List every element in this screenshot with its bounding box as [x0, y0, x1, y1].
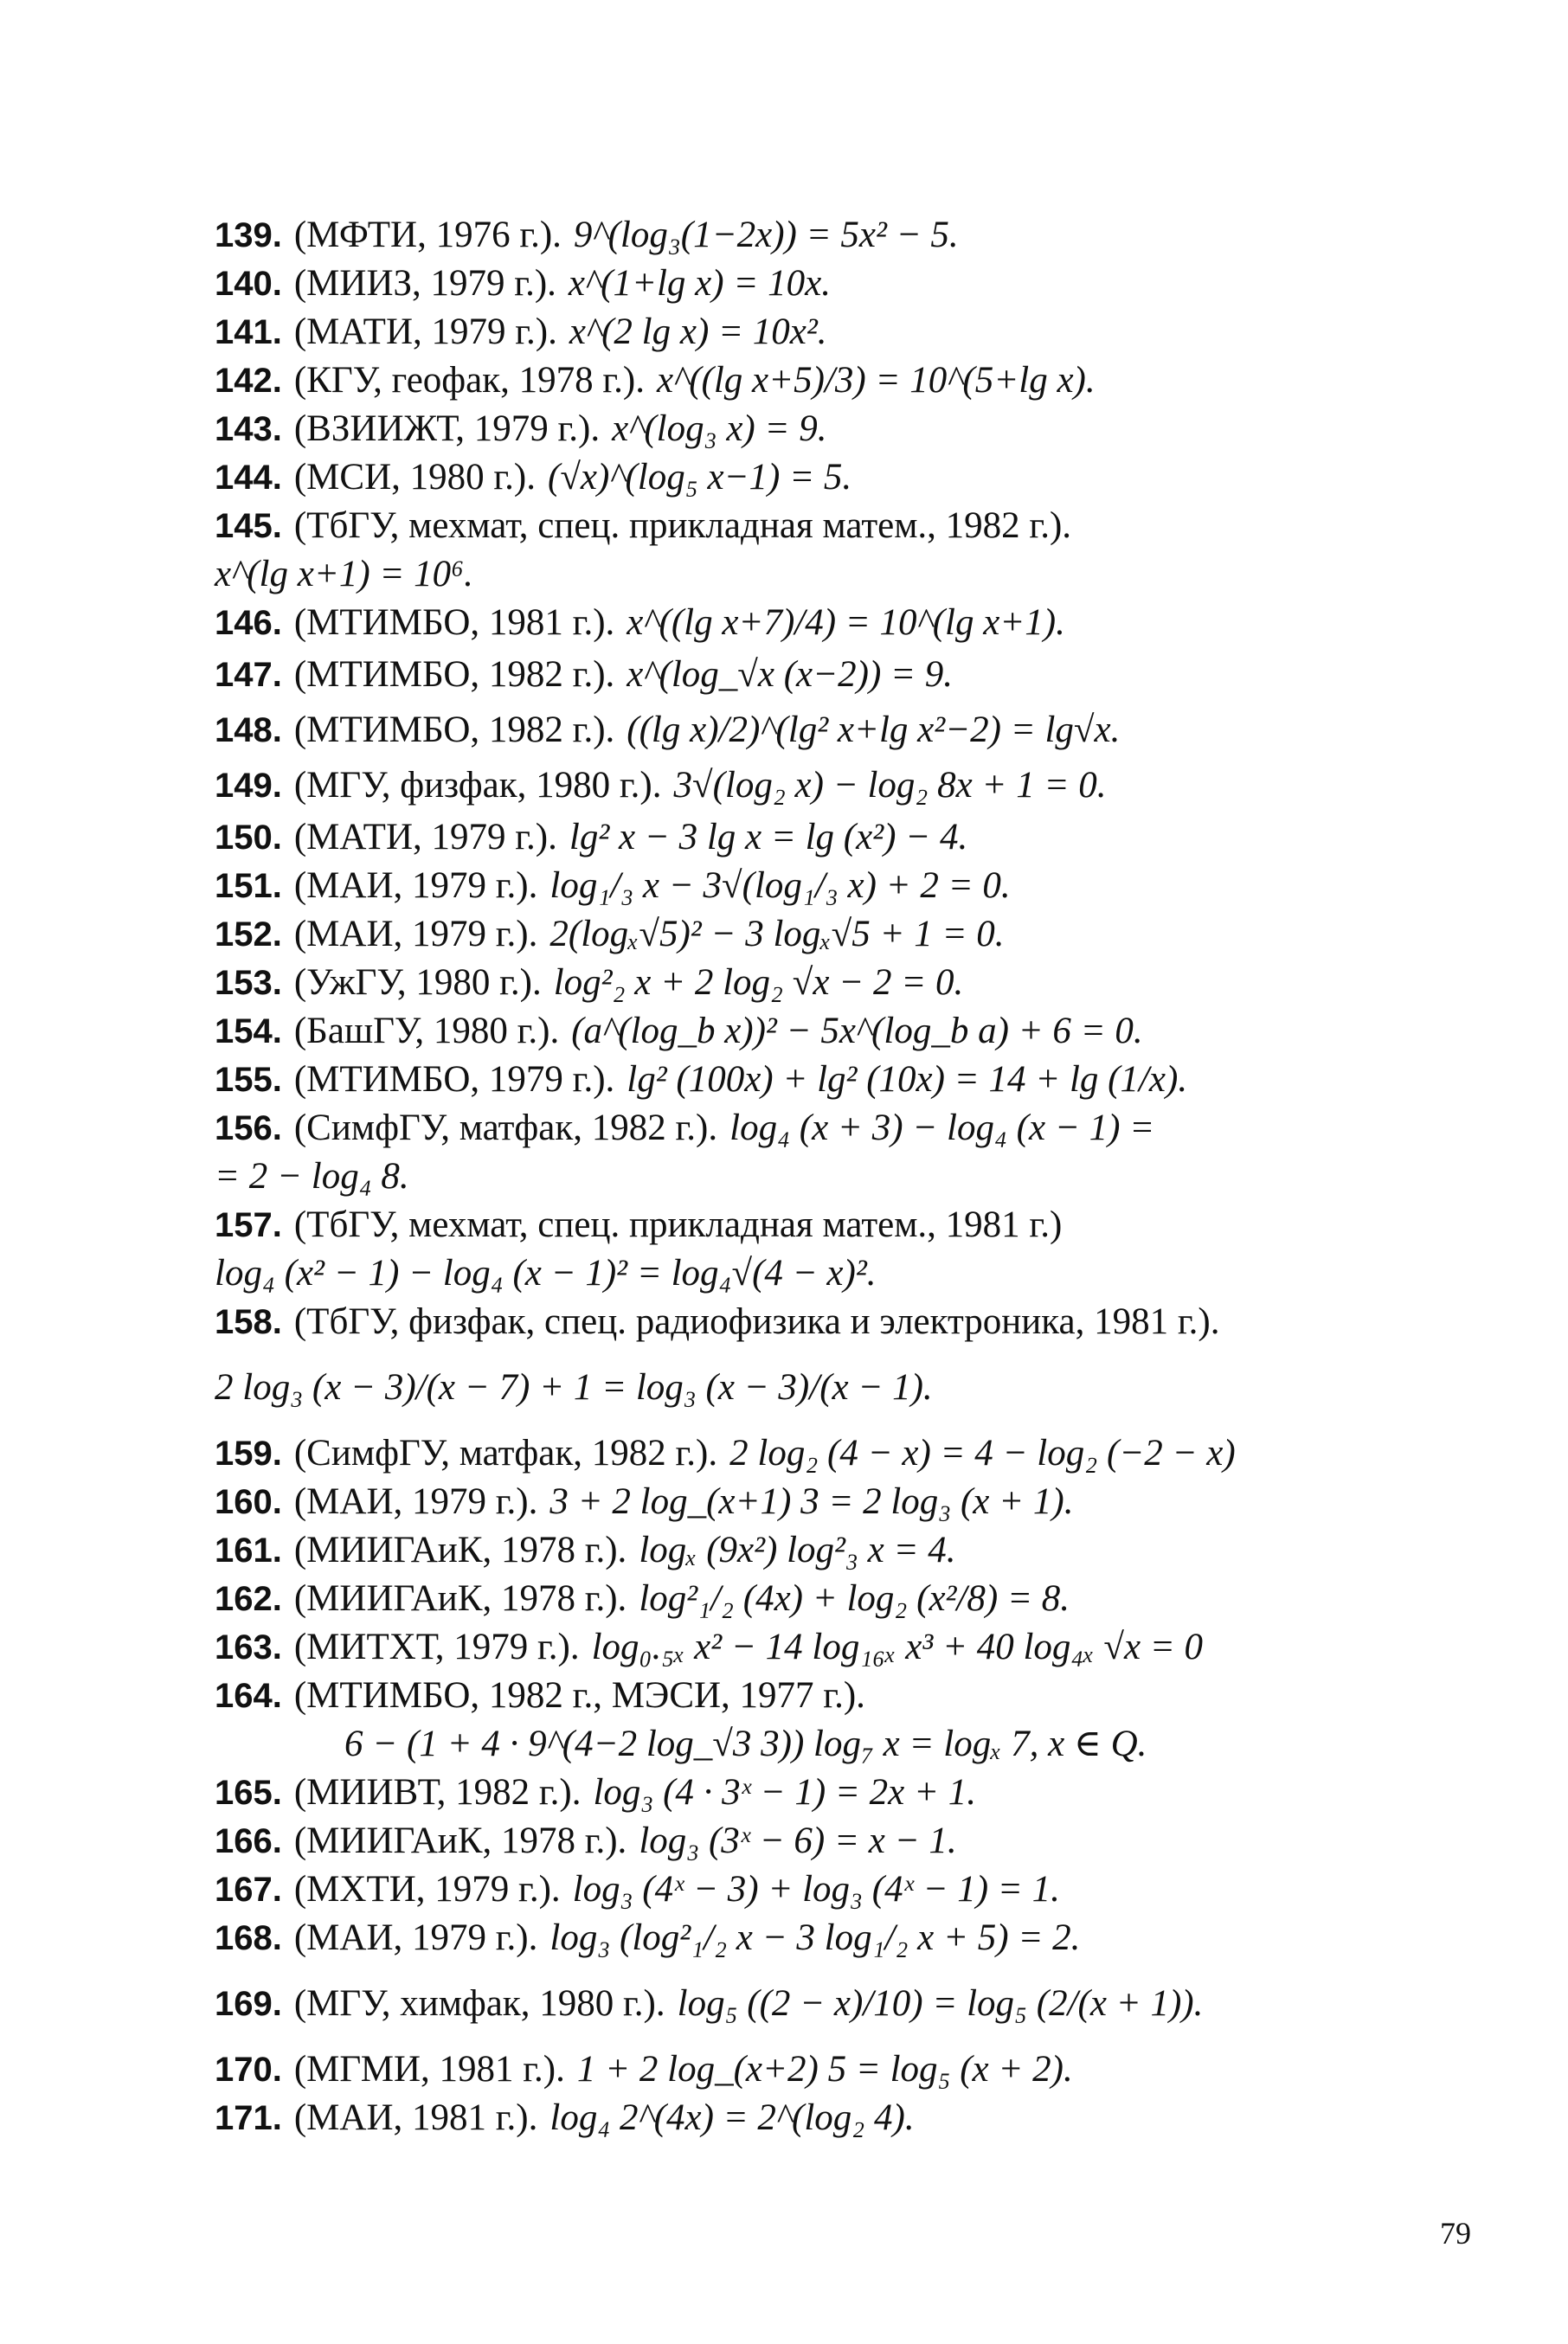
problem-equation: 3 + 2 log_(x+1) 3 = 2 log₃ (x + 1). [549, 1481, 1074, 1522]
problem-source: (МФТИ, 1976 г.). [293, 215, 562, 255]
problem-equation: x^(log_√x (x−2)) = 9. [627, 654, 954, 695]
problem-number: 170. [215, 2051, 282, 2089]
problem-number: 158. [215, 1303, 282, 1341]
problem-equation: = 2 − log₄ 8. [215, 1156, 409, 1197]
problem-row [215, 453, 1366, 502]
problem-equation: 2 log₃ (x − 3)/(x − 7) + 1 = log₃ (x − 3)/(x − 1). [215, 1367, 933, 1408]
problem-row [215, 308, 1366, 356]
problem-equation: x^(1+lg x) = 10x. [568, 263, 831, 304]
problem-row [215, 356, 1366, 405]
problem-equation: x^((lg x+5)/3) = 10^(5+lg x). [657, 360, 1096, 401]
problem-source: (МГУ, химфак, 1980 г.). [293, 1983, 665, 2024]
problem-row [215, 1007, 1366, 1056]
problem-row [215, 1298, 1366, 1346]
problem-row [215, 1201, 1366, 1249]
problem-number: 154. [215, 1012, 282, 1050]
problem-number: 163. [215, 1628, 282, 1666]
problem-number: 164. [215, 1677, 282, 1715]
problem-source: (МИИЗ, 1979 г.). [293, 263, 556, 304]
problem-number: 168. [215, 1919, 282, 1957]
problem-list [215, 211, 1366, 2142]
problem-equation: ((lg x)/2)^(lg² x+lg x²−2) = lg√x. [627, 710, 1121, 750]
problem-number: 150. [215, 819, 282, 857]
problem-equation: (a^(log_b x))² − 5x^(log_b a) + 6 = 0. [571, 1011, 1143, 1051]
problem-number: 148. [215, 711, 282, 749]
problem-number: 169. [215, 1985, 282, 2023]
problem-equation: log₃ (3ˣ − 6) = x − 1. [639, 1821, 957, 1861]
problem-equation: x^(log₃ x) = 9. [612, 408, 827, 449]
problem-number: 152. [215, 915, 282, 954]
problem-source: (МТИМБО, 1982 г.). [293, 654, 615, 695]
problem-number: 155. [215, 1061, 282, 1099]
problem-equation: log₅ ((2 − x)/10) = log₅ (2/(x + 1)). [677, 1983, 1204, 2024]
problem-row [215, 862, 1366, 910]
problem-row [215, 1623, 1366, 1672]
problem-number: 145. [215, 507, 282, 545]
problem-number: 151. [215, 867, 282, 905]
page-number: 79 [1440, 2216, 1471, 2251]
problem-continuation [215, 1720, 1366, 1769]
problem-continuation [215, 550, 1366, 599]
problem-equation: log₃ (4 · 3ˣ − 1) = 2x + 1. [593, 1772, 977, 1813]
problem-row [215, 647, 1366, 703]
problem-row [215, 1914, 1366, 1962]
problem-continuation [215, 1346, 1366, 1429]
problem-number: 149. [215, 767, 282, 805]
problem-row [215, 1104, 1366, 1153]
problem-number: 142. [215, 362, 282, 400]
problem-source: (СимфГУ, матфак, 1982 г.). [293, 1108, 718, 1148]
problem-number: 162. [215, 1580, 282, 1618]
problem-equation: log²₂ x + 2 log₂ √x − 2 = 0. [553, 962, 964, 1003]
problem-equation: logₓ (9x²) log²₃ x = 4. [639, 1530, 956, 1570]
problem-number: 143. [215, 410, 282, 448]
problem-number: 153. [215, 964, 282, 1002]
problem-source: (МАИ, 1979 г.). [293, 1917, 538, 1958]
problem-equation: x^((lg x+7)/4) = 10^(lg x+1). [627, 602, 1065, 643]
problem-row [215, 211, 1366, 260]
problem-equation: lg² x − 3 lg x = lg (x²) − 4. [569, 817, 968, 857]
problem-equation: 9^(log₃(1−2x)) = 5x² − 5. [573, 215, 959, 255]
problem-source: (МСИ, 1980 г.). [293, 457, 537, 498]
problem-row [215, 2094, 1366, 2142]
problem-row [215, 1575, 1366, 1623]
problem-source: (МАИ, 1979 г.). [293, 914, 538, 954]
problem-equation: (√x)^(log₅ x−1) = 5. [548, 457, 852, 498]
problem-number: 144. [215, 459, 282, 497]
problem-source: (МИИГАиК, 1978 г.). [293, 1530, 627, 1570]
problem-row [215, 1672, 1366, 1720]
problem-source: (МИИВТ, 1982 г.). [293, 1772, 582, 1813]
problem-row [215, 1056, 1366, 1104]
problem-source: (КГУ, геофак, 1978 г.). [293, 360, 645, 401]
problem-number: 159. [215, 1435, 282, 1473]
problem-row [215, 1817, 1366, 1866]
problem-equation: 2(logₓ√5)² − 3 logₓ√5 + 1 = 0. [549, 914, 1005, 954]
problem-number: 171. [215, 2099, 282, 2137]
problem-equation: 3√(log₂ x) − log₂ 8x + 1 = 0. [673, 765, 1107, 806]
problem-equation: 2 log₂ (4 − x) = 4 − log₂ (−2 − x) [729, 1433, 1236, 1474]
problem-row [215, 502, 1366, 550]
problem-source: (МАИ, 1981 г.). [293, 2097, 538, 2138]
problem-row [215, 910, 1366, 959]
problem-equation: 6 − (1 + 4 · 9^(4−2 log_√3 3)) log₇ x = logₓ 7, x ∈ Q. [344, 1724, 1147, 1764]
problem-number: 167. [215, 1871, 282, 1909]
problem-source: (МГМИ, 1981 г.). [293, 2049, 565, 2090]
problem-source: (ТбГУ, мехмат, спец. прикладная матем., 1982 г.). [293, 505, 1072, 546]
problem-number: 140. [215, 265, 282, 303]
problem-equation: log₁/₃ x − 3√(log₁/₃ x) + 2 = 0. [549, 865, 1011, 906]
problem-number: 160. [215, 1483, 282, 1521]
problem-source: (СимфГУ, матфак, 1982 г.). [293, 1433, 718, 1474]
problem-equation: lg² (100x) + lg² (10x) = 14 + lg (1/x). [627, 1059, 1188, 1100]
problem-source: (БашГУ, 1980 г.). [293, 1011, 560, 1051]
problem-continuation [215, 1249, 1366, 1298]
problem-row [215, 405, 1366, 453]
problem-row [215, 1962, 1366, 2045]
problem-source: (ВЗИИЖТ, 1979 г.). [293, 408, 601, 449]
problem-row [215, 959, 1366, 1007]
problem-source: (МТИМБО, 1981 г.). [293, 602, 615, 643]
problem-row [215, 1429, 1366, 1478]
problem-number: 141. [215, 313, 282, 351]
problem-number: 166. [215, 1822, 282, 1860]
problem-source: (МАТИ, 1979 г.). [293, 311, 557, 352]
problem-equation: log²₁/₂ (4x) + log₂ (x²/8) = 8. [639, 1578, 1070, 1619]
problem-equation: log₃ (log²₁/₂ x − 3 log₁/₂ x + 5) = 2. [549, 1917, 1081, 1958]
problem-row [215, 813, 1366, 862]
problem-equation: log₄ (x² − 1) − log₄ (x − 1)² = log₄√(4 − x)². [215, 1253, 877, 1294]
problem-source: (ТбГУ, физфак, спец. радиофизика и электроника, 1981 г.). [293, 1301, 1220, 1342]
problem-source: (ТбГУ, мехмат, спец. прикладная матем., 1981 г.) [293, 1204, 1063, 1245]
problem-number: 165. [215, 1774, 282, 1812]
problem-number: 146. [215, 604, 282, 642]
problem-source: (МТИМБО, 1982 г., МЭСИ, 1977 г.). [293, 1675, 865, 1716]
problem-equation: x^(2 lg x) = 10x². [569, 311, 827, 352]
problem-row [215, 1769, 1366, 1817]
problem-source: (МХТИ, 1979 г.). [293, 1869, 561, 1910]
problem-row [215, 2045, 1366, 2094]
problem-number: 157. [215, 1206, 282, 1244]
problem-source: (МАИ, 1979 г.). [293, 1481, 538, 1522]
problem-equation: 1 + 2 log_(x+2) 5 = log₅ (x + 2). [576, 2049, 1073, 2090]
problem-equation: log₄ 2^(4x) = 2^(log₂ 4). [549, 2097, 915, 2138]
problem-source: (МАИ, 1979 г.). [293, 865, 538, 906]
problem-row [215, 1866, 1366, 1914]
problem-source: (МИИГАиК, 1978 г.). [293, 1578, 627, 1619]
problem-equation: log₀.₅ₓ x² − 14 log₁₆ₓ x³ + 40 log₄ₓ √x = 0 [591, 1627, 1204, 1667]
problem-source: (УжГУ, 1980 г.). [293, 962, 542, 1003]
problem-source: (МАТИ, 1979 г.). [293, 817, 557, 857]
problem-row [215, 703, 1366, 758]
problem-source: (МГУ, физфак, 1980 г.). [293, 765, 662, 806]
problem-source: (МИТХТ, 1979 г.). [293, 1627, 580, 1667]
problem-equation: log₄ (x + 3) − log₄ (x − 1) = [729, 1108, 1155, 1148]
problem-row [215, 758, 1366, 813]
problem-number: 139. [215, 216, 282, 254]
problem-row [215, 1526, 1366, 1575]
problem-row [215, 1478, 1366, 1526]
problem-source: (МИИГАиК, 1978 г.). [293, 1821, 627, 1861]
problem-number: 156. [215, 1109, 282, 1147]
problem-row [215, 260, 1366, 308]
problem-source: (МТИМБО, 1979 г.). [293, 1059, 615, 1100]
problem-equation: log₃ (4ˣ − 3) + log₃ (4ˣ − 1) = 1. [572, 1869, 1060, 1910]
problem-number: 161. [215, 1532, 282, 1570]
problem-number: 147. [215, 656, 282, 694]
problem-row [215, 599, 1366, 647]
problem-equation: x^(lg x+1) = 10⁶. [215, 554, 473, 594]
problem-source: (МТИМБО, 1982 г.). [293, 710, 615, 750]
problem-continuation [215, 1153, 1366, 1201]
